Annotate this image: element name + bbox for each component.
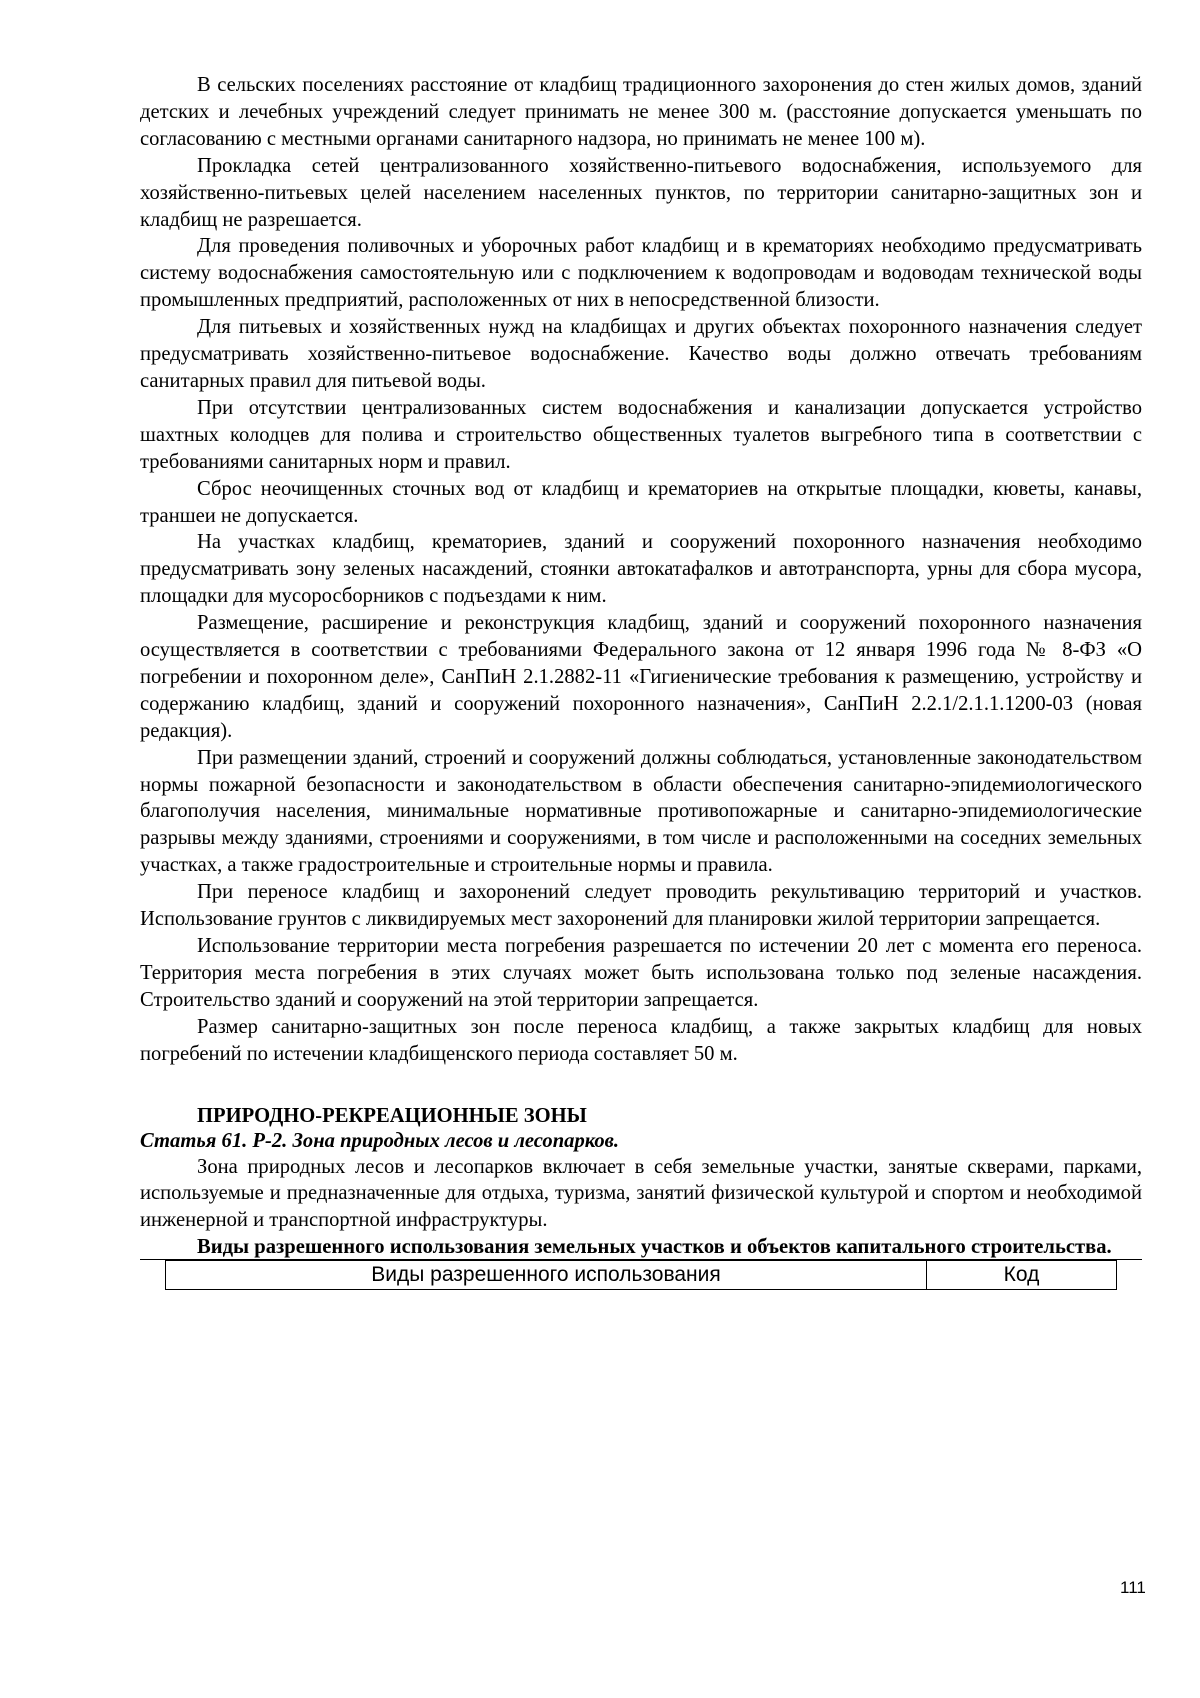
document-page	[140, 72, 1142, 1290]
paragraph-land-reuse: Использование территории места погребения разрешается по истечении 20 лет с момента его переноса. Территория места погребения в этих случаях может быть использована только под зеленые насаждения. Строительство зданий и сооружений на этой территории запрещается.	[140, 935, 1142, 1011]
paragraph-sanitary-zone-size: Размер санитарно-защитных зон после переноса кладбищ, а также закрытых кладбищ для новых погребений по истечении кладбищенского периода составляет 50 м.	[140, 1015, 1142, 1065]
paragraph-federal-law: Размещение, расширение и реконструкция кладбищ, зданий и сооружений похоронного назначения осуществляется в соответствии с требованиями Федерального закона от 12 января 1996 года № 8-ФЗ «О погребении и похоронном деле», СанПиН 2.1.2882-11 «Гигиенические требования к размещению, устройству и содержанию кладбищ, зданий и сооружений похоронного назначения», СанПиН 2.2.1/2.1.1.1200-03 (новая редакция).	[140, 612, 1142, 742]
article-title: Статья 61. Р-2. Зона природных лесов и лесопарков.	[140, 1129, 620, 1152]
paragraph-irrigation-water: Для проведения поливочных и уборочных работ кладбищ и в крематориях необходимо предусматривать систему водоснабжения самостоятельную или с подключением к водопроводам и водоводам технической воды промышленных предприятий, расположенных от них в непосредственной близости.	[140, 235, 1142, 312]
paragraph-wastewater: Сброс неочищенных сточных вод от кладбищ и крематориев на открытые площадки, кюветы, канавы, траншеи не допускается.	[140, 477, 1142, 527]
paragraph-drinking-water: Для питьевых и хозяйственных нужд на кладбищах и других объектах похоронного назначения следует предусматривать хозяйственно-питьевое водоснабжение. Качество воды должно отвечать требованиям санитарных правил для питьевой воды.	[140, 316, 1142, 392]
permitted-uses-heading-text: Виды разрешенного использования земельных участков и объектов капитального строительства.	[197, 1236, 1112, 1259]
section-title: ПРИРОДНО-РЕКРЕАЦИОННЫЕ ЗОНЫ	[197, 1104, 587, 1127]
paragraph-recultivation: При переносе кладбищ и захоронений следует проводить рекультивацию территорий и участков. Использование грунтов с ликвидируемых мест захоронений для планировки жилой территории запрещается.	[140, 881, 1142, 931]
table-header-row	[166, 1260, 1117, 1289]
heading-underline	[140, 1259, 1142, 1260]
permitted-uses-table	[165, 1260, 1117, 1290]
permitted-uses-table-wrapper	[165, 1260, 1117, 1290]
page-number: 111	[1120, 1578, 1146, 1597]
permitted-uses-heading	[140, 1234, 1142, 1261]
paragraph-rural-distance: В сельских поселениях расстояние от кладбищ традиционного захоронения до стен жилых домов, зданий детских и лечебных учреждений следует принимать не менее 300 м. (расстояние допускается уменьшать по согласованию с местными органами санитарного надзора, но принимать не менее 100 м).	[140, 74, 1142, 150]
column-header-code: Код	[927, 1260, 1117, 1289]
column-header-permitted-use: Виды разрешенного использования	[166, 1260, 927, 1289]
paragraph-water-network: Прокладка сетей централизованного хозяйственно-питьевого водоснабжения, используемого для хозяйственно-питьевых целей населением населенных пунктов, по территории санитарно-защитных зон и кладбищ не разрешается.	[140, 154, 1142, 231]
zone-description: Зона природных лесов и лесопарков включает в себя земельные участки, занятые скверами, парками, используемые и предназначенные для отдыха, туризма, занятий физической культурой и спортом и необходимой инженерной и транспортной инфраструктуры.	[140, 1155, 1142, 1232]
paragraph-green-zone: На участках кладбищ, крематориев, зданий и сооружений похоронного назначения необходимо предусматривать зону зеленых насаждений, стоянки автокатафалков и автотранспорта, урны для сбора мусора, площадки для мусоросборников с подъездами к ним.	[140, 531, 1142, 608]
paragraph-fire-safety: При размещении зданий, строений и сооружений должны соблюдаться, установленные законодательством нормы пожарной безопасности и законодательством в области обеспечения санитарно-эпидемиологического благополучия населения, минимальные нормативные противопожарные и санитарно-эпидемиологические разрывы между зданиями, строениями и сооружениями, в том числе и расположенными на соседних земельных участках, а также градостроительные и строительные нормы и правила.	[140, 746, 1142, 877]
paragraph-wells-toilets: При отсутствии централизованных систем водоснабжения и канализации допускается устройство шахтных колодцев для полива и строительство общественных туалетов выгребного типа в соответствии с требованиями санитарных норм и правил.	[140, 396, 1142, 473]
